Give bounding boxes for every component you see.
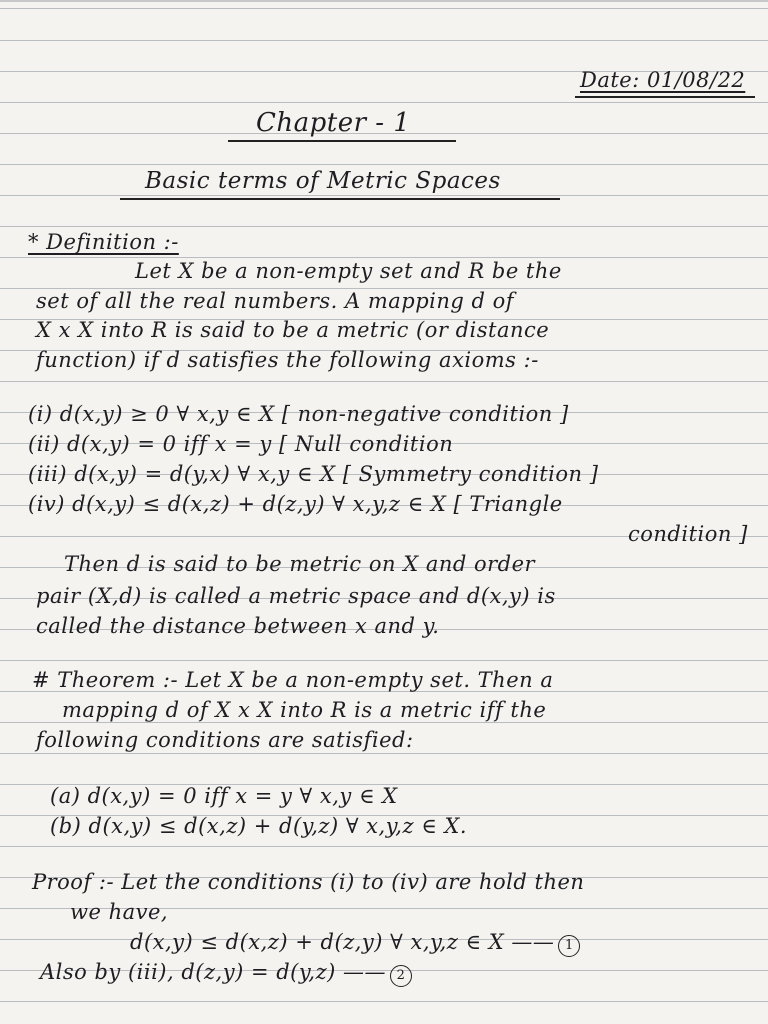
top-edge: [0, 0, 768, 2]
definition-heading: * Definition :-: [28, 230, 179, 254]
proof-equation: d(x,y) ≤ d(x,z) + d(z,y) ∀ x,y,z ∈ X ——: [130, 930, 555, 954]
date-underline: [575, 96, 755, 98]
definition-conclusion: Then d is said to be metric on X and order: [64, 552, 536, 576]
theorem-line: mapping d of X x X into R is a metric iff the: [62, 698, 547, 722]
subtitle-underline: [120, 198, 560, 200]
axiom-item: (ii) d(x,y) = 0 iff x = y [ Null condition: [28, 432, 454, 456]
theorem-condition: (a) d(x,y) = 0 iff x = y ∀ x,y ∈ X: [50, 784, 398, 808]
definition-conclusion: called the distance between x and y.: [36, 614, 440, 638]
chapter-heading: Chapter - 1: [256, 108, 411, 138]
equation-marker-1: 1: [558, 935, 580, 957]
proof-equation: Also by (iii), d(z,y) = d(y,z) ——: [40, 960, 387, 984]
theorem-condition: (b) d(x,y) ≤ d(x,z) + d(y,z) ∀ x,y,z ∈ X.: [50, 814, 468, 838]
axiom-item: (iii) d(x,y) = d(y,x) ∀ x,y ∈ X [ Symmetry condition ]: [28, 462, 599, 486]
axiom-item: (iv) d(x,y) ≤ d(x,z) + d(z,y) ∀ x,y,z ∈ X [ Triangle: [28, 492, 563, 516]
proof-line: Proof :- Let the conditions (i) to (iv) are hold then: [32, 870, 585, 894]
proof-line: we have,: [70, 900, 169, 924]
date-text: Date: 01/08/22: [580, 68, 746, 92]
chapter-underline: [228, 140, 456, 142]
proof-line: [130, 930, 580, 957]
proof-line: [40, 960, 412, 987]
axiom-item: (i) d(x,y) ≥ 0 ∀ x,y ∈ X [ non-negative condition ]: [28, 402, 569, 426]
definition-conclusion: pair (X,d) is called a metric space and d(x,y) is: [36, 584, 556, 608]
equation-marker-2: 2: [390, 965, 412, 987]
definition-line: Let X be a non-empty set and R be the: [135, 259, 562, 283]
definition-line: set of all the real numbers. A mapping d of: [36, 289, 515, 313]
definition-line: X x X into R is said to be a metric (or distance: [36, 318, 550, 342]
chapter-subtitle: Basic terms of Metric Spaces: [145, 168, 501, 194]
axiom-item: condition ]: [628, 522, 748, 546]
theorem-line: following conditions are satisfied:: [36, 728, 414, 752]
definition-line: function) if d satisfies the following axioms :-: [36, 348, 539, 372]
theorem-line: # Theorem :- Let X be a non-empty set. Then a: [32, 668, 554, 692]
